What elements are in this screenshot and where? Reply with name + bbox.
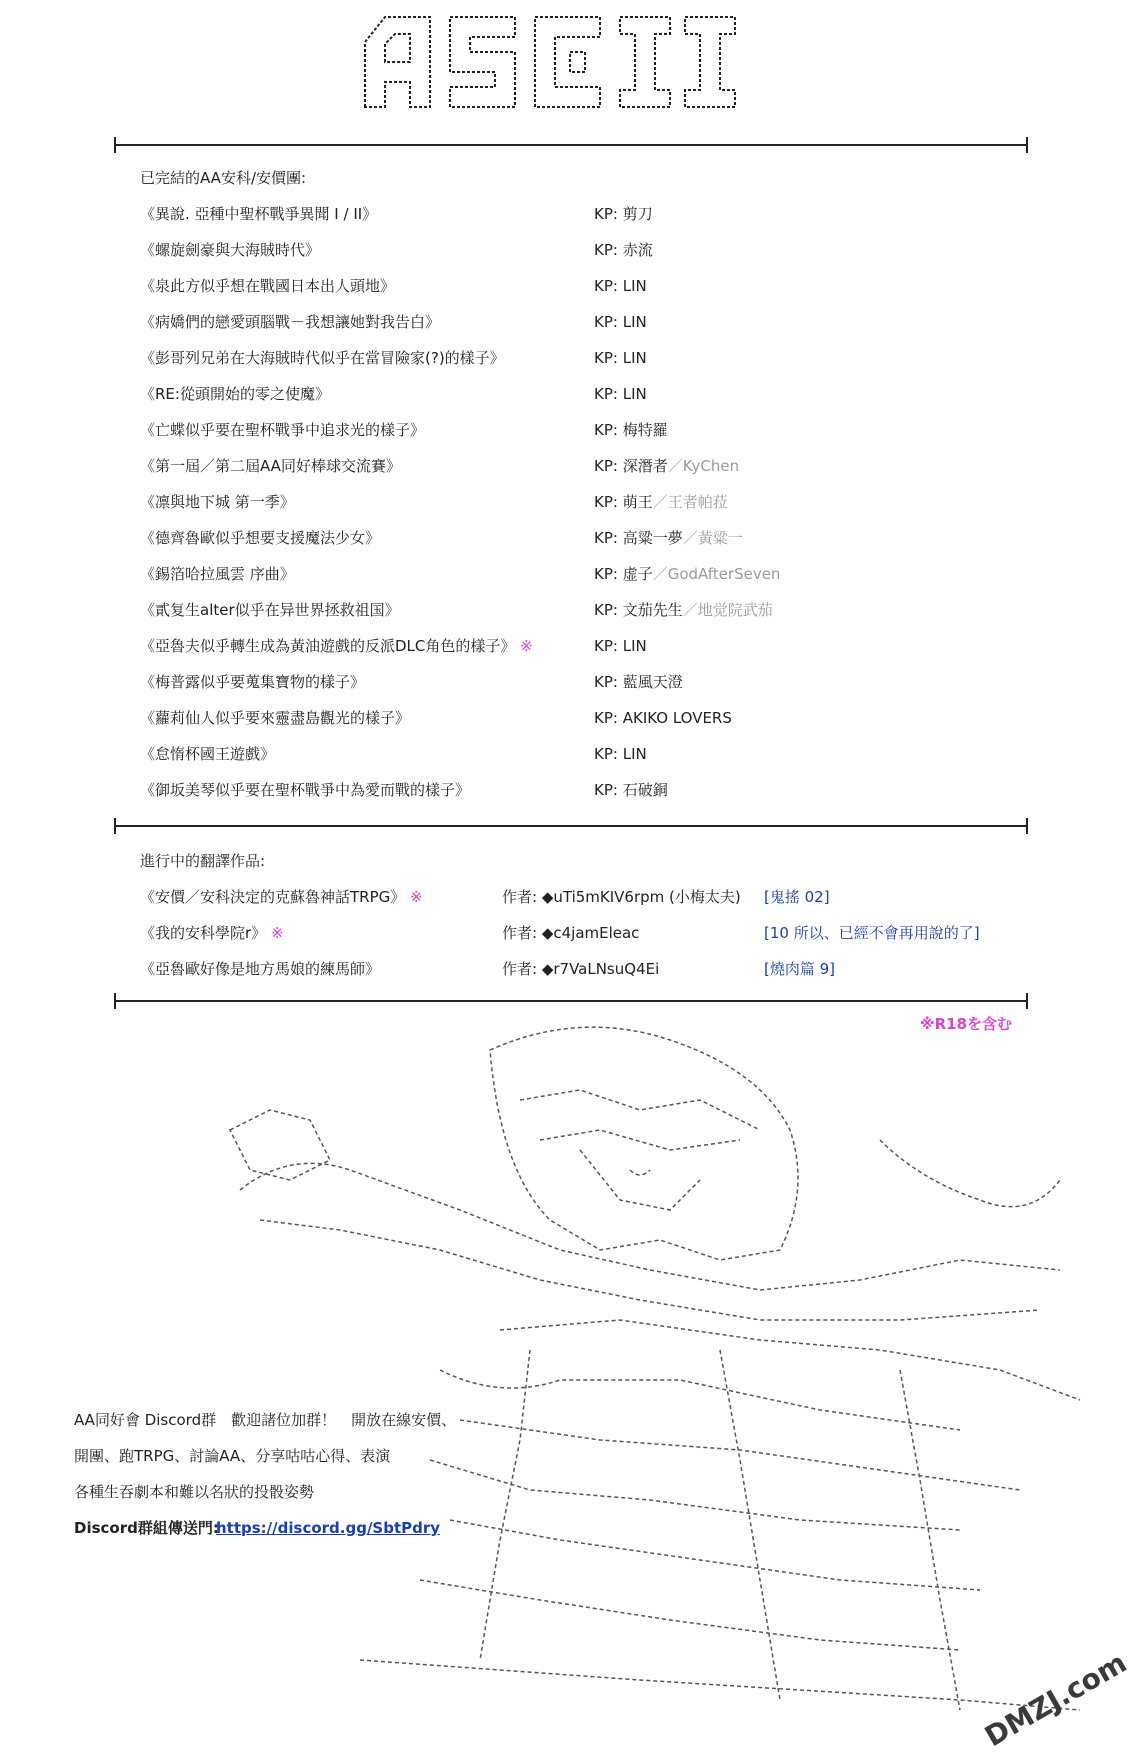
- ascii-title-logo: [360, 12, 750, 112]
- completed-kp: [594, 312, 647, 332]
- r18-mark: ※: [405, 888, 423, 906]
- kp-label: KP:: [594, 781, 623, 799]
- ongoing-status: [10 所以、已經不會再用說的了]: [764, 924, 980, 942]
- kp-label: KP:: [594, 709, 623, 727]
- kp-name: 剪刀: [622, 205, 653, 223]
- kp-name: 赤流: [622, 241, 653, 259]
- completed-kp: [594, 456, 739, 476]
- completed-kp: [594, 348, 647, 368]
- completed-kp: [594, 528, 743, 548]
- ascii-art-illustration: [200, 1020, 1100, 1720]
- ongoing-title: 《亞魯歐好像是地方馬娘的練馬師》: [140, 960, 381, 978]
- completed-title: 《螺旋劍豪與大海賊時代》: [140, 241, 321, 259]
- kp-label: KP:: [594, 601, 623, 619]
- kp-alt-name: ／黃粱一: [682, 529, 743, 547]
- completed-kp: [594, 600, 773, 620]
- completed-kp: [594, 708, 732, 728]
- completed-title: 《梅普露似乎要蒐集寶物的樣子》: [140, 673, 366, 691]
- completed-title: 《貳复生alter似乎在异世界拯救祖国》: [140, 601, 400, 619]
- ongoing-status: [燒肉篇 9]: [764, 960, 836, 978]
- kp-label: KP:: [594, 637, 623, 655]
- divider-middle: [114, 825, 1028, 827]
- kp-label: KP:: [594, 277, 623, 295]
- completed-kp: [594, 276, 647, 296]
- completed-title: 《病嬌們的戀愛頭腦戰－我想讓她對我告白》: [140, 313, 441, 331]
- ongoing-author: 作者: ◆c4jamEleac: [502, 924, 640, 942]
- kp-name: 文茄先生: [622, 601, 683, 619]
- divider-top: [114, 144, 1028, 146]
- kp-label: KP:: [594, 313, 623, 331]
- completed-title: 《亞魯夫似乎轉生成為黃油遊戲的反派DLC角色的樣子》 ※: [140, 637, 533, 655]
- watermark-logo: DMZJ.com: [978, 1645, 1132, 1753]
- ongoing-heading: 進行中的翻譯作品:: [140, 852, 266, 870]
- completed-title: 《RE:從頭開始的零之使魔》: [140, 385, 330, 403]
- completed-heading: 已完結的AA安科/安價團:: [140, 169, 307, 187]
- completed-kp: [594, 636, 647, 656]
- completed-kp: [594, 384, 647, 404]
- completed-title: 《第一屆／第二屆AA同好棒球交流賽》: [140, 457, 401, 475]
- kp-name: AKIKO LOVERS: [622, 709, 732, 727]
- kp-name: 深潛者: [622, 457, 668, 475]
- completed-kp: [594, 240, 653, 260]
- ongoing-status: [鬼搖 02]: [764, 888, 830, 906]
- kp-alt-name: ／KyChen: [667, 457, 740, 475]
- completed-title: 《異說. 亞種中聖杯戰爭異聞 I / II》: [140, 205, 378, 223]
- kp-name: LIN: [622, 313, 647, 331]
- completed-kp: [594, 564, 780, 584]
- completed-title: 《御坂美琴似乎要在聖杯戰爭中為愛而戰的樣子》: [140, 781, 471, 799]
- discord-line-2: 開團、跑TRPG、討論AA、分享咕咕心得、表演: [74, 1447, 391, 1465]
- completed-kp: [594, 420, 668, 440]
- kp-name: 虚子: [622, 565, 653, 583]
- kp-label: KP:: [594, 673, 623, 691]
- kp-label: KP:: [594, 565, 623, 583]
- kp-label: KP:: [594, 421, 623, 439]
- divider-bottom: [114, 1000, 1028, 1002]
- ongoing-author: 作者: ◆uTi5mKIV6rpm (小梅太夫): [502, 888, 741, 906]
- kp-name: 梅特羅: [622, 421, 668, 439]
- completed-kp: [594, 492, 728, 512]
- kp-name: LIN: [622, 745, 647, 763]
- completed-title: 《錫箔哈拉風雲 序曲》: [140, 565, 295, 583]
- kp-name: LIN: [622, 277, 647, 295]
- completed-title: 《凛與地下城 第一季》: [140, 493, 295, 511]
- completed-kp: [594, 780, 668, 800]
- discord-line-3: 各種生吞劇本和難以名狀的投骰姿勢: [74, 1483, 315, 1501]
- kp-alt-name: ／王者帕菈: [652, 493, 728, 511]
- kp-label: KP:: [594, 529, 623, 547]
- kp-label: KP:: [594, 457, 623, 475]
- kp-name: LIN: [622, 385, 647, 403]
- ongoing-title: 《安價／安科決定的克蘇魯神話TRPG》 ※: [140, 888, 423, 906]
- completed-kp: [594, 204, 653, 224]
- r18-mark: ※: [266, 924, 284, 942]
- kp-name: 高粱一夢: [622, 529, 683, 547]
- completed-kp: [594, 744, 647, 764]
- kp-label: KP:: [594, 241, 623, 259]
- ongoing-title: 《我的安科學院r》 ※: [140, 924, 284, 942]
- completed-title: 《亡蝶似乎要在聖杯戰爭中追求光的樣子》: [140, 421, 426, 439]
- ongoing-author: 作者: ◆r7VaLNsuQ4Ei: [502, 960, 660, 978]
- kp-label: KP:: [594, 205, 623, 223]
- discord-link[interactable]: https://discord.gg/SbtPdry: [216, 1519, 441, 1537]
- discord-line-1: AA同好會 Discord群 歡迎諸位加群！ 開放在線安價、: [74, 1411, 457, 1429]
- kp-label: KP:: [594, 385, 623, 403]
- kp-alt-name: ／GodAfterSeven: [652, 565, 781, 583]
- kp-name: 萌王: [622, 493, 653, 511]
- kp-label: KP:: [594, 349, 623, 367]
- completed-title: 《蘿莉仙人似乎要來靈盡島觀光的樣子》: [140, 709, 411, 727]
- kp-label: KP:: [594, 493, 623, 511]
- kp-name: LIN: [622, 349, 647, 367]
- completed-title: 《彭哥列兄弟在大海賊時代似乎在當冒險家(?)的樣子》: [140, 349, 505, 367]
- completed-title: 《怠惰杯國王遊戲》: [140, 745, 276, 763]
- r18-mark: ※: [515, 637, 533, 655]
- completed-kp: [594, 672, 683, 692]
- kp-label: KP:: [594, 745, 623, 763]
- discord-label: Discord群組傳送門:: [74, 1519, 219, 1537]
- kp-name: 藍風天澄: [622, 673, 683, 691]
- completed-title: 《泉此方似乎想在戰國日本出人頭地》: [140, 277, 396, 295]
- kp-alt-name: ／地觉院武茄: [682, 601, 773, 619]
- completed-title: 《德齊魯歐似乎想要支援魔法少女》: [140, 529, 381, 547]
- kp-name: 石破銅: [622, 781, 668, 799]
- kp-name: LIN: [622, 637, 647, 655]
- r18-note: ※R18を含む: [920, 1015, 1013, 1033]
